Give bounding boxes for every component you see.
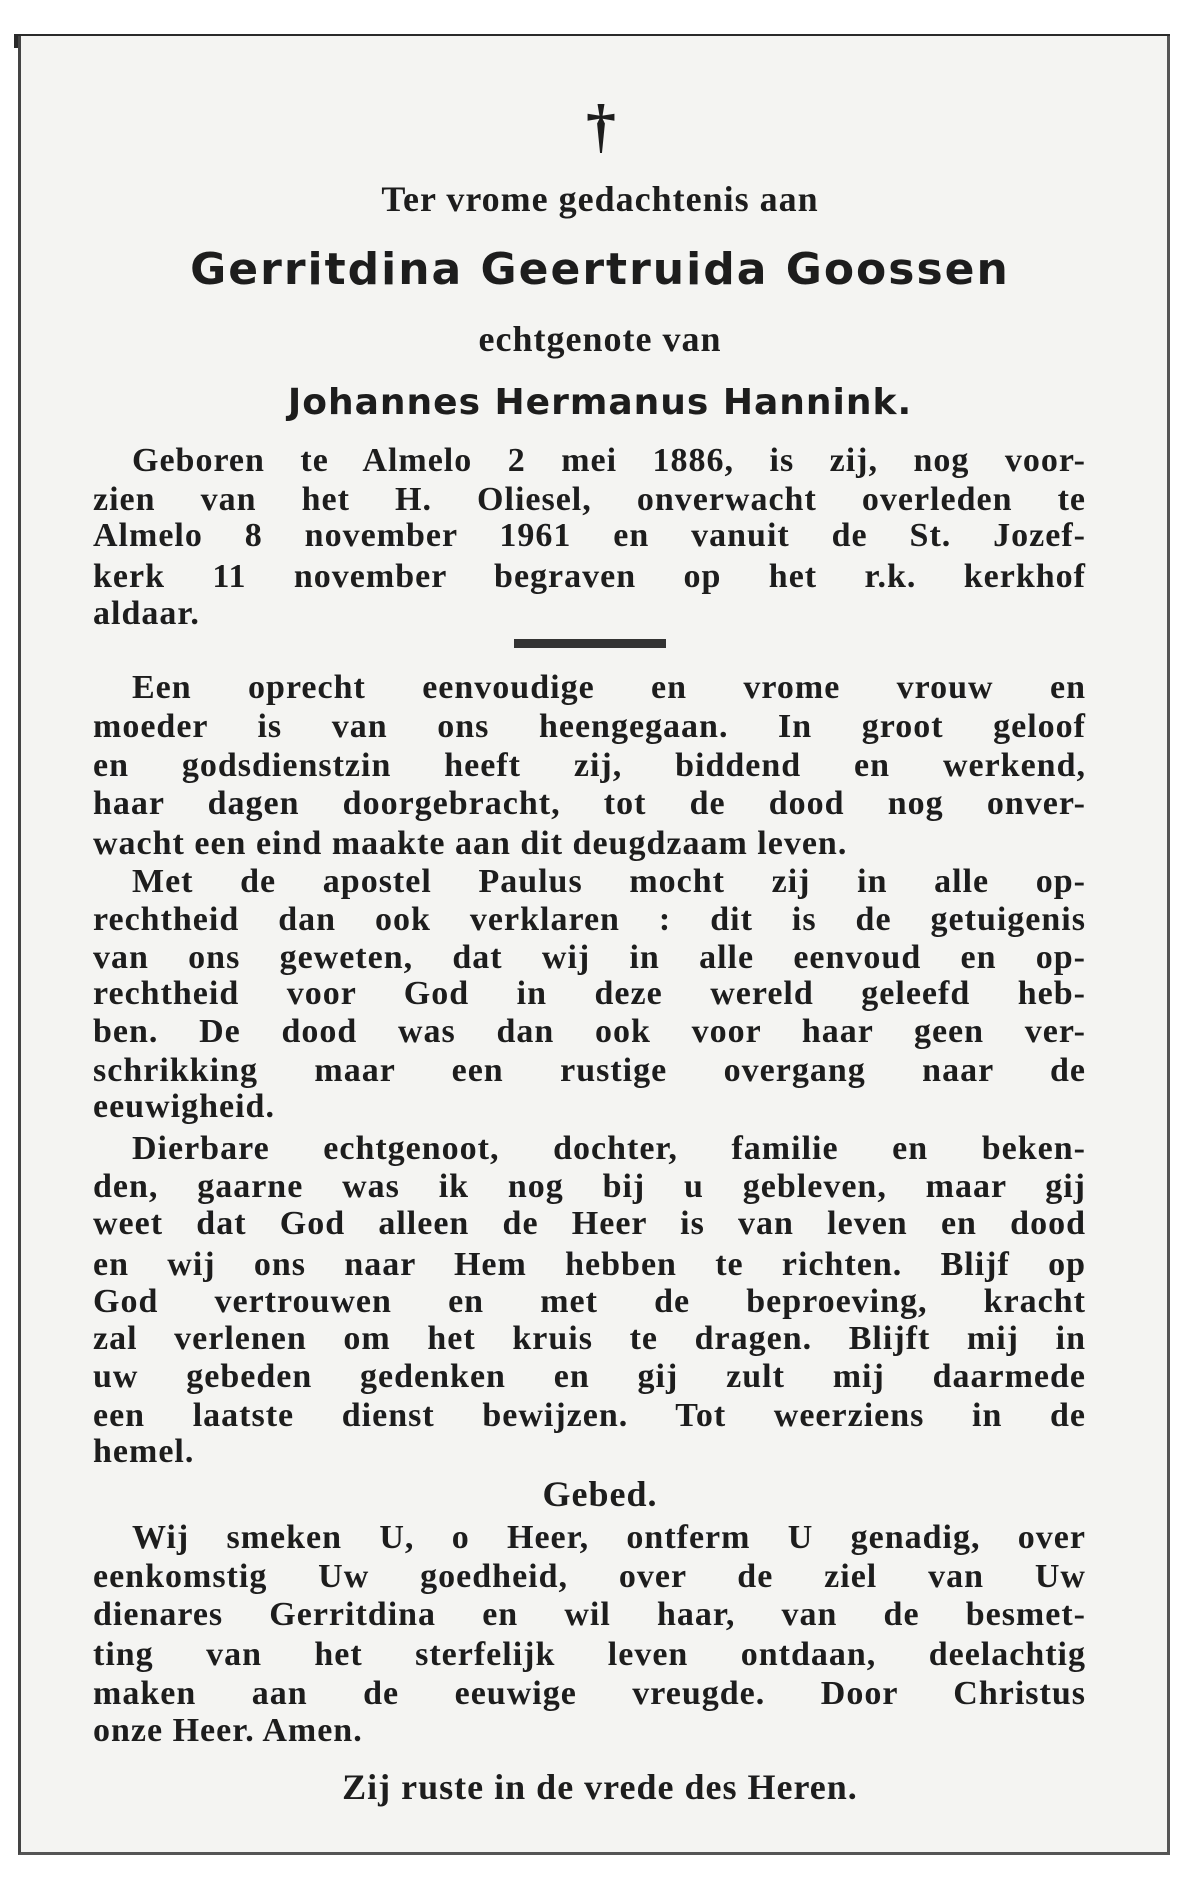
life-paragraph-line: en godsdienstzin heeft zij, biddend en werkend,: [93, 747, 1086, 784]
farewell-paragraph-line: uw gebeden gedenken en gij zult mij daarmede: [93, 1358, 1086, 1395]
intro-text: Ter vrome gedachtenis aan: [381, 179, 819, 219]
closing-text: Zij ruste in de vrede des Heren.: [342, 1767, 858, 1807]
life-paragraph-line: Een oprecht eenvoudige en vrome vrouw en: [132, 669, 1086, 706]
farewell-paragraph-line: een laatste dienst bewijzen. Tot weerziens in de: [93, 1397, 1086, 1434]
prayer-paragraph-line: eenkomstig Uw goedheid, over de ziel van Uw: [93, 1558, 1086, 1595]
paulus-paragraph-line: eeuwigheid.: [93, 1088, 275, 1125]
prayer-paragraph-line: maken aan de eeuwige vreugde. Door Christus: [93, 1675, 1086, 1712]
paulus-paragraph-line: van ons geweten, dat wij in alle eenvoud en op-: [93, 939, 1086, 976]
prayer-paragraph-line: dienares Gerritdina en wil haar, van de besmet-: [93, 1596, 1086, 1633]
life-paragraph-line: haar dagen doorgebracht, tot de dood nog onver-: [93, 785, 1086, 822]
farewell-paragraph-line: God vertrouwen en met de beproeving, kracht: [93, 1283, 1086, 1320]
farewell-paragraph-line: weet dat God alleen de Heer is van leven en dood: [93, 1205, 1086, 1242]
birth-paragraph-line: Geboren te Almelo 2 mei 1886, is zij, nog voor-: [132, 442, 1086, 479]
prayer-paragraph-line: Wij smeken U, o Heer, ontferm U genadig, over: [132, 1519, 1086, 1556]
relation-text: echtgenote van: [478, 319, 722, 359]
farewell-paragraph-line: Dierbare echtgenoot, dochter, familie en beken-: [132, 1130, 1086, 1167]
deceased-name: Gerritdina Geertruida Goossen: [190, 244, 1010, 295]
spouse-name: Johannes Hermanus Hannink.: [287, 382, 913, 423]
birth-paragraph-line: zien van het H. Oliesel, onverwacht overleden te: [93, 481, 1086, 518]
cross-icon: †: [586, 93, 616, 159]
life-paragraph-line: wacht een eind maakte aan dit deugdzaam leven.: [93, 825, 848, 862]
paulus-paragraph-line: rechtheid dan ook verklaren : dit is de getuigenis: [93, 901, 1086, 938]
farewell-paragraph-line: zal verlenen om het kruis te dragen. Blijft mij in: [93, 1320, 1086, 1357]
birth-paragraph-line: aldaar.: [93, 595, 200, 632]
farewell-paragraph-line: den, gaarne was ik nog bij u gebleven, maar gij: [93, 1168, 1086, 1205]
birth-paragraph-line: kerk 11 november begraven op het r.k. kerkhof: [93, 558, 1086, 595]
paulus-paragraph-line: ben. De dood was dan ook voor haar geen ver-: [93, 1013, 1086, 1050]
life-paragraph-line: moeder is van ons heengegaan. In groot geloof: [93, 708, 1086, 745]
prayer-paragraph-line: onze Heer. Amen.: [93, 1712, 363, 1749]
paulus-paragraph-line: Met de apostel Paulus mocht zij in alle op-: [132, 863, 1086, 900]
paulus-paragraph-line: schrikking maar een rustige overgang naar de: [93, 1052, 1086, 1089]
prayer-title: Gebed.: [542, 1474, 658, 1514]
birth-paragraph-line: Almelo 8 november 1961 en vanuit de St. Jozef-: [93, 517, 1086, 554]
divider: [514, 639, 666, 648]
prayer-paragraph-line: ting van het sterfelijk leven ontdaan, deelachtig: [93, 1636, 1086, 1673]
paulus-paragraph-line: rechtheid voor God in deze wereld geleefd heb-: [93, 975, 1086, 1012]
farewell-paragraph-line: en wij ons naar Hem hebben te richten. Blijf op: [93, 1246, 1086, 1283]
farewell-paragraph-line: hemel.: [93, 1433, 195, 1470]
